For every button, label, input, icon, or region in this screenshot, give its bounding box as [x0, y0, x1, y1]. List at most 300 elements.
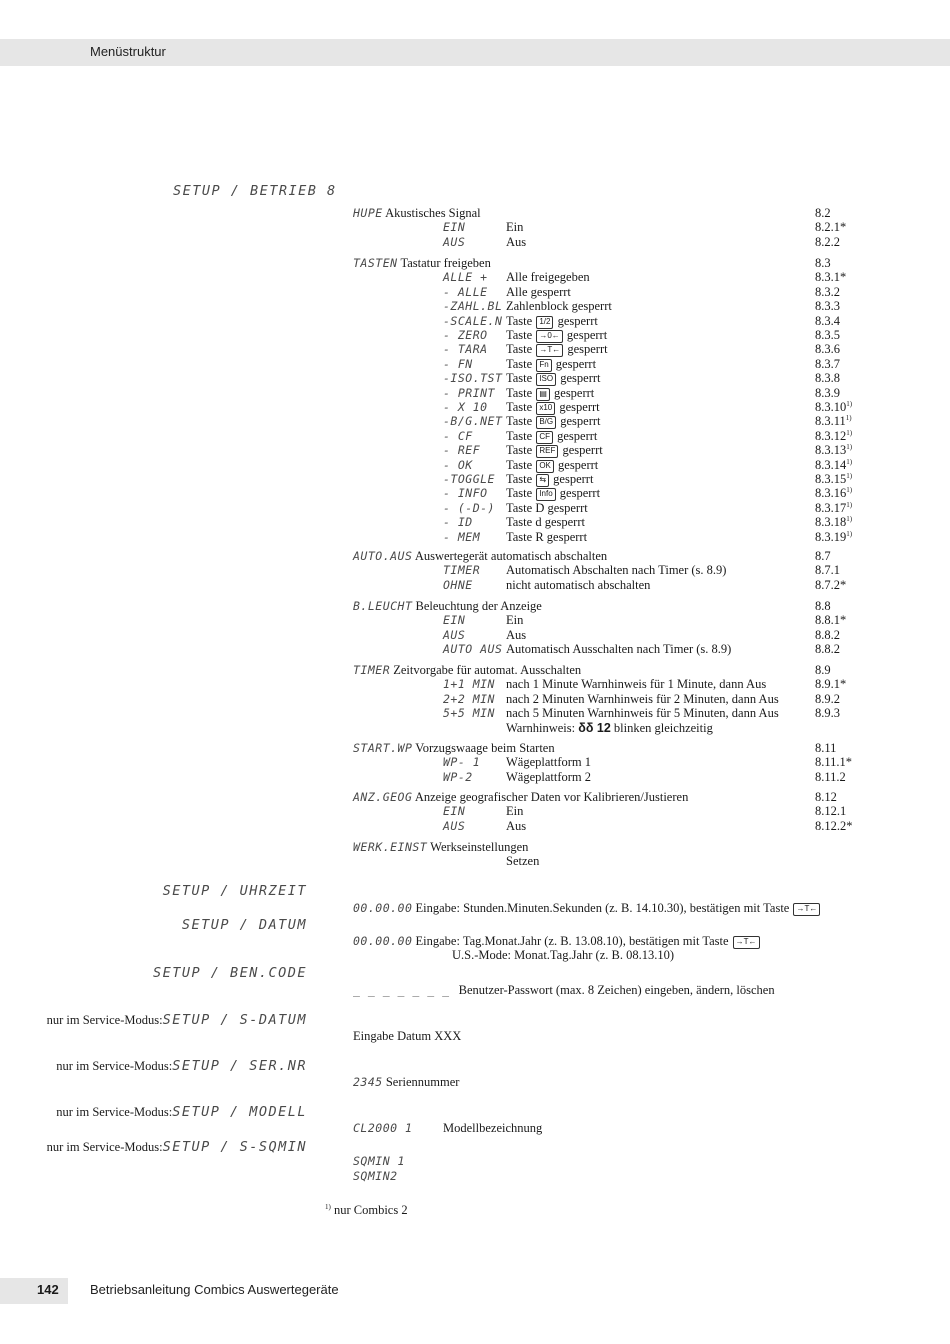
menu-item-code: - MEM [443, 530, 481, 544]
menu-group-row [0, 206, 950, 220]
bencode-code: _ _ _ _ _ _ _ [353, 983, 450, 997]
key-icon: OK [536, 460, 554, 473]
menu-item-row [0, 458, 950, 472]
menu-item-number [815, 472, 852, 486]
menu-item-desc [506, 458, 598, 473]
menu-item-number-value: 8.3.12 [815, 429, 847, 443]
service-mode-prefix: nur im Service-Modus: [46, 1013, 163, 1027]
menu-item-number-value: 8.12.2* [815, 819, 853, 833]
menu-group-row [0, 790, 950, 804]
setup-sernr-label [56, 1058, 307, 1074]
menu-group-head [353, 790, 688, 804]
menu-item-row [0, 270, 950, 284]
menu-item-number [815, 371, 840, 385]
menu-item-desc-post: gesperrt [555, 357, 597, 371]
menu-item-code: WP- 1 [443, 755, 481, 769]
menu-item-desc-post: gesperrt [562, 443, 603, 457]
menu-item-desc: Automatisch Abschalten nach Timer (s. 8.9) [506, 563, 727, 577]
menu-item-number [815, 501, 852, 515]
menu-item-desc [506, 400, 600, 415]
menu-item-row [0, 400, 950, 414]
page-number: 142 [37, 1282, 59, 1297]
menu-item-desc-pre: Taste [506, 386, 533, 400]
bencode-text: Benutzer-Passwort (max. 8 Zeichen) eingeben, ändern, löschen [458, 983, 775, 997]
menu-item-desc: Aus [506, 628, 527, 642]
menu-item-desc: Zahlenblock gesperrt [506, 299, 612, 313]
menu-item-desc-pre: Taste [506, 458, 533, 472]
menu-item-desc-post: gesperrt [558, 458, 599, 472]
menu-item-row [0, 613, 950, 627]
setup-datum-label: SETUP / DATUM [181, 917, 307, 933]
menu-item-row [0, 692, 950, 706]
key-icon: 1/2 [536, 316, 553, 329]
menu-item-number-value: 8.9.2 [815, 692, 840, 706]
menu-item-row [0, 357, 950, 371]
menu-item-number-value: 8.2.1* [815, 220, 847, 234]
sdatum-text: Eingabe Datum XXX [353, 1029, 462, 1043]
menu-item-row [0, 220, 950, 234]
setup-modell-label [56, 1104, 307, 1120]
menu-item-number [815, 443, 852, 457]
key-icon: ⇆ [536, 474, 549, 487]
menu-item-code: OHNE [443, 578, 473, 592]
menu-group-head [353, 206, 481, 220]
menu-item-number-value: 8.3.10 [815, 400, 847, 414]
menu-item-code: -TOGGLE [443, 472, 495, 486]
menu-item-number [815, 628, 840, 642]
menu-item-number-value: 8.3.15 [815, 472, 847, 486]
menu-item-code: 5+5 MIN [443, 706, 495, 720]
menu-item-desc: Alle gesperrt [506, 285, 571, 299]
menu-group-number: 8.3 [815, 256, 831, 270]
menu-item-code: - OK [443, 458, 473, 472]
menu-item-number-value: 8.3.7 [815, 357, 840, 371]
modell-menu: SETUP / MODELL [172, 1104, 307, 1120]
menu-group-code: ANZ.GEOG [353, 790, 413, 804]
menu-item-desc-pre: Taste [506, 486, 533, 500]
menu-item-row [0, 371, 950, 385]
menu-item-number [815, 328, 840, 342]
menu-item-desc: Wägeplattform 2 [506, 770, 592, 784]
menu-group-head [353, 663, 581, 677]
menu-item-code: EIN [443, 804, 466, 818]
menu-item-desc-post: gesperrt [557, 429, 598, 443]
menu-item-desc-post: gesperrt [559, 400, 600, 414]
menu-item-desc: Taste R gesperrt [506, 530, 588, 544]
menu-item-number [815, 515, 852, 529]
menu-item-desc-pre: Taste [506, 328, 533, 342]
menu-item-number-value: 8.3.6 [815, 342, 840, 356]
key-icon: REF [536, 445, 558, 458]
menu-group-label: Akustisches Signal [385, 206, 481, 220]
menu-item-code: -ZAHL.BL [443, 299, 503, 313]
sqmin-1-code: SQMIN 1 [353, 1154, 405, 1168]
menu-item-desc-post: gesperrt [560, 414, 601, 428]
key-icon: x10 [536, 402, 555, 415]
footnote-ref: 1) [846, 428, 853, 437]
menu-group-head [353, 840, 528, 854]
setup-bencode-entry [353, 983, 775, 997]
menu-item-desc-post: gesperrt [567, 342, 608, 356]
key-icon: Info [536, 488, 555, 501]
tare-key-icon: →T← [733, 936, 760, 949]
uhrzeit-text: Eingabe: Stunden.Minuten.Sekunden (z. B. 14.10.30), bestätigen mit Taste [415, 901, 790, 915]
menu-item-row [0, 235, 950, 249]
menu-item-code: -B/G.NET [443, 414, 503, 428]
menu-item-number [815, 314, 840, 328]
menu-item-desc [506, 443, 603, 458]
setup-sernr-entry [353, 1075, 459, 1089]
menu-item-code: - REF [443, 443, 481, 457]
menu-item-number [815, 458, 852, 472]
menu-group-number: 8.2 [815, 206, 831, 220]
menu-item-number-value: 8.7.2* [815, 578, 847, 592]
footnote-ref: 1) [846, 399, 853, 408]
menu-item-number [815, 692, 840, 706]
menu-item-code: - (-D-) [443, 501, 495, 515]
menu-item-number-value: 8.3.4 [815, 314, 840, 328]
menu-item-code: AUS [443, 235, 466, 249]
menu-group-row [0, 549, 950, 563]
menu-item-row [0, 854, 950, 868]
menu-item-desc [506, 486, 600, 501]
menu-item-number [815, 563, 840, 577]
menu-item-number-value: 8.3.2 [815, 285, 840, 299]
menu-item-desc-pre: Taste [506, 357, 533, 371]
menu-item-code: 1+1 MIN [443, 677, 495, 691]
key-icon: δδ 12 [578, 721, 611, 735]
footnote-ref: 1) [846, 514, 853, 523]
menu-item-desc: Alle freigegeben [506, 270, 590, 284]
menu-group-row [0, 599, 950, 613]
modell-code-value: CL2000 1 [353, 1121, 413, 1135]
menu-item-number-value: 8.8.2 [815, 628, 840, 642]
menu-title: SETUP / BETRIEB 8 [173, 183, 337, 199]
menu-item-number [815, 486, 852, 500]
footer-title: Betriebsanleitung Combics Auswertegeräte [90, 1282, 339, 1297]
menu-item-number [815, 706, 840, 720]
menu-item-desc [506, 429, 597, 444]
menu-item-number-value: 8.7.1 [815, 563, 840, 577]
service-mode-prefix: nur im Service-Modus: [46, 1140, 163, 1154]
menu-item-desc: Taste d gesperrt [506, 515, 585, 529]
menu-group-number: 8.7 [815, 549, 831, 563]
menu-group-code: AUTO.AUS [353, 549, 413, 563]
sqmin-2-code: SQMIN2 [353, 1169, 398, 1183]
menu-item-desc: nicht automatisch abschalten [506, 578, 651, 592]
menu-item-desc-pre: Taste [506, 400, 533, 414]
setup-ssqmin-label [47, 1139, 307, 1155]
menu-item-number-value: 8.3.8 [815, 371, 840, 385]
ssqmin-menu: SETUP / S-SQMIN [162, 1139, 307, 1155]
menu-item-desc-pre: Taste [506, 342, 533, 356]
menu-item-number-value: 8.3.1* [815, 270, 847, 284]
footnote-ref: 1) [846, 471, 853, 480]
menu-item-desc [506, 371, 601, 386]
menu-item-desc: Ein [506, 220, 524, 234]
menu-item-row [0, 628, 950, 642]
menu-item-number-value: 8.3.17 [815, 501, 847, 515]
menu-item-number [815, 386, 840, 400]
menu-item-number-value: 8.11.1* [815, 755, 853, 769]
menu-item-desc [506, 357, 596, 372]
service-mode-prefix: nur im Service-Modus: [56, 1105, 173, 1119]
menu-item-number [815, 755, 852, 769]
footnote-ref: 1) [846, 500, 853, 509]
page-header [0, 39, 950, 66]
menu-item-desc: Aus [506, 235, 527, 249]
setup-uhrzeit-entry [353, 901, 821, 915]
menu-item-desc-post: gesperrt [566, 328, 608, 342]
menu-item-number-value: 8.12.1 [815, 804, 847, 818]
menu-item-row [0, 530, 950, 544]
menu-item-code: AUTO AUS [443, 642, 503, 656]
menu-item-desc [506, 721, 713, 735]
menu-item-desc [506, 472, 593, 487]
menu-item-desc [506, 314, 598, 329]
menu-item-desc: Taste D gesperrt [506, 501, 588, 515]
menu-item-desc-pre: Taste [506, 443, 533, 457]
header-title: Menüstruktur [90, 44, 166, 59]
key-icon: B/G [536, 416, 556, 429]
key-icon: ▤ [536, 388, 550, 401]
menu-item-number-value: 8.3.16 [815, 486, 847, 500]
menu-item-number-value: 8.3.5 [815, 328, 840, 342]
menu-item-desc-post: gesperrt [559, 486, 601, 500]
footnote-ref: 1) [845, 413, 852, 422]
menu-item-desc [506, 342, 608, 357]
menu-item-row [0, 563, 950, 577]
key-icon: Fn [536, 359, 551, 372]
footnote-ref: 1) [846, 485, 853, 494]
sernr-text: Seriennummer [385, 1075, 460, 1089]
sernr-menu: SETUP / SER.NR [172, 1058, 307, 1074]
menu-item-number [815, 770, 846, 784]
menu-item-desc: Setzen [506, 854, 540, 868]
menu-group-label: Zeitvorgabe für automat. Ausschalten [393, 663, 582, 677]
menu-item-row [0, 414, 950, 428]
datum-text: Eingabe: Tag.Monat.Jahr (z. B. 13.08.10), bestätigen mit Taste [415, 934, 729, 948]
setup-uhrzeit-label: SETUP / UHRZEIT [162, 883, 307, 899]
menu-item-desc [506, 414, 601, 429]
setup-datum-entry [353, 934, 761, 948]
menu-item-code: - CF [443, 429, 473, 443]
menu-item-row [0, 472, 950, 486]
menu-group-code: WERK.EINST [353, 840, 428, 854]
footnote-text: nur Combics 2 [333, 1203, 408, 1217]
footnote-ref: 1) [846, 442, 853, 451]
uhrzeit-code: 00.00.00 [353, 901, 413, 915]
setup-sdatum-label [47, 1012, 307, 1028]
menu-item-code: - ID [443, 515, 473, 529]
menu-group-number: 8.12 [815, 790, 837, 804]
menu-item-row [0, 770, 950, 784]
menu-group-number: 8.11 [815, 741, 837, 755]
menu-item-number-value: 8.3.14 [815, 458, 847, 472]
menu-group-label: Anzeige geografischer Daten vor Kalibrieren/Justieren [414, 790, 689, 804]
modell-text: Modellbezeichnung [443, 1121, 543, 1135]
menu-group-label: Werkseinstellungen [430, 840, 529, 854]
menu-item-row [0, 721, 950, 735]
menu-item-row [0, 578, 950, 592]
menu-item-code: AUS [443, 819, 466, 833]
menu-item-desc-pre: Taste [506, 472, 533, 486]
menu-item-row [0, 501, 950, 515]
menu-group-code: TIMER [353, 663, 391, 677]
menu-item-desc: Wägeplattform 1 [506, 755, 592, 769]
menu-item-row [0, 819, 950, 833]
menu-group-number: 8.8 [815, 599, 831, 613]
menu-item-number-value: 8.8.2 [815, 642, 840, 656]
menu-item-desc: Ein [506, 804, 524, 818]
menu-item-number-value: 8.3.3 [815, 299, 840, 313]
menu-group-row [0, 663, 950, 677]
menu-item-code: - TARA [443, 342, 488, 356]
menu-item-desc: nach 5 Minuten Warnhinweis für 5 Minuten, dann Aus [506, 706, 779, 720]
menu-item-desc: Automatisch Ausschalten nach Timer (s. 8.9) [506, 642, 732, 656]
menu-group-code: HUPE [353, 206, 383, 220]
menu-item-code: WP-2 [443, 770, 473, 784]
menu-item-number-value: 8.3.9 [815, 386, 840, 400]
menu-item-desc [506, 328, 607, 343]
menu-group-code: TASTEN [353, 256, 398, 270]
menu-item-code: - X 10 [443, 400, 488, 414]
menu-item-desc: nach 1 Minute Warnhinweis für 1 Minute, dann Aus [506, 677, 767, 691]
menu-item-number [815, 299, 840, 313]
menu-item-row [0, 443, 950, 457]
footnote-ref: 1) [846, 457, 853, 466]
menu-item-number [815, 342, 840, 356]
footnote-ref: 1) [846, 529, 853, 538]
menu-item-number-value: 8.8.1* [815, 613, 847, 627]
setup-bencode-label: SETUP / BEN.CODE [152, 965, 307, 981]
menu-item-desc-pre: Taste [506, 371, 533, 385]
menu-item-row [0, 706, 950, 720]
menu-item-desc [506, 386, 594, 401]
menu-item-number [815, 613, 846, 627]
menu-item-number-value: 8.2.2 [815, 235, 840, 249]
menu-item-code: 2+2 MIN [443, 692, 495, 706]
datum-us-mode: U.S.-Mode: Monat.Tag.Jahr (z. B. 08.13.10) [452, 948, 675, 962]
menu-item-row [0, 299, 950, 313]
menu-item-number [815, 642, 840, 656]
menu-group-label: Tastatur freigeben [400, 256, 491, 270]
menu-item-number [815, 530, 852, 544]
menu-item-number [815, 220, 846, 234]
menu-item-number-value: 8.3.19 [815, 530, 847, 544]
menu-item-code: - ALLE [443, 285, 488, 299]
menu-item-code: -SCALE.N [443, 314, 503, 328]
menu-item-row [0, 314, 950, 328]
menu-item-code: - INFO [443, 486, 488, 500]
menu-item-number [815, 357, 840, 371]
menu-group-label: Beleuchtung der Anzeige [415, 599, 542, 613]
service-mode-prefix: nur im Service-Modus: [56, 1059, 173, 1073]
menu-item-row [0, 285, 950, 299]
menu-item-code: AUS [443, 628, 466, 642]
menu-item-code: ALLE + [443, 270, 488, 284]
menu-item-code: EIN [443, 220, 466, 234]
menu-item-code: - ZERO [443, 328, 488, 342]
footnote [325, 1203, 408, 1217]
menu-item-desc-post: gesperrt [560, 371, 601, 385]
menu-item-row [0, 429, 950, 443]
key-icon: ISO [536, 373, 556, 386]
menu-item-desc-post: gesperrt [553, 472, 594, 486]
menu-group-code: B.LEUCHT [353, 599, 413, 613]
menu-group-head [353, 599, 542, 613]
menu-item-desc-post: gesperrt [557, 314, 598, 328]
menu-item-row [0, 386, 950, 400]
menu-group-head [353, 741, 555, 755]
menu-item-desc-pre: Taste [506, 414, 533, 428]
menu-item-number [815, 429, 852, 443]
menu-group-code: START.WP [353, 741, 413, 755]
menu-item-code: TIMER [443, 563, 481, 577]
menu-item-desc-pre: Warnhinweis: [506, 721, 576, 735]
menu-item-code: - PRINT [443, 386, 495, 400]
sernr-code: 2345 [353, 1075, 383, 1089]
footnote-mark: 1) [325, 1202, 331, 1211]
menu-item-desc: nach 2 Minuten Warnhinweis für 2 Minuten, dann Aus [506, 692, 779, 706]
menu-group-row [0, 840, 950, 854]
menu-group-number: 8.9 [815, 663, 831, 677]
menu-item-number [815, 400, 852, 414]
menu-item-number [815, 285, 840, 299]
datum-code: 00.00.00 [353, 934, 413, 948]
menu-item-number-value: 8.3.13 [815, 443, 847, 457]
key-icon: CF [536, 431, 553, 444]
menu-item-number-value: 8.3.11 [815, 414, 846, 428]
menu-item-row [0, 804, 950, 818]
menu-item-row [0, 486, 950, 500]
menu-item-row [0, 755, 950, 769]
menu-item-row [0, 642, 950, 656]
menu-item-number [815, 804, 846, 818]
menu-item-row [0, 677, 950, 691]
menu-item-desc-post: gesperrt [554, 386, 595, 400]
menu-item-number [815, 270, 846, 284]
menu-item-number [815, 235, 840, 249]
menu-item-desc-pre: Taste [506, 429, 533, 443]
menu-group-label: Auswertegerät automatisch abschalten [414, 549, 608, 563]
menu-item-desc: Ein [506, 613, 524, 627]
menu-item-code: EIN [443, 613, 466, 627]
menu-group-head [353, 549, 607, 563]
tare-key-icon: →T← [793, 903, 820, 916]
menu-item-row [0, 328, 950, 342]
menu-item-row [0, 515, 950, 529]
menu-item-number [815, 819, 853, 833]
menu-group-head [353, 256, 491, 270]
menu-item-number [815, 578, 846, 592]
menu-group-row [0, 741, 950, 755]
menu-item-number-value: 8.11.2 [815, 770, 846, 784]
menu-item-number-value: 8.9.1* [815, 677, 847, 691]
key-icon: →T← [536, 344, 563, 357]
page-number-box [0, 1278, 68, 1304]
menu-item-desc: Aus [506, 819, 527, 833]
key-icon: →0← [536, 330, 562, 343]
menu-group-row [0, 256, 950, 270]
menu-item-number-value: 8.9.3 [815, 706, 840, 720]
menu-group-label: Vorzugswaage beim Starten [415, 741, 555, 755]
sdatum-menu: SETUP / S-DATUM [162, 1012, 307, 1028]
menu-item-code: -ISO.TST [443, 371, 503, 385]
menu-item-desc-post: blinken gleichzeitig [613, 721, 713, 735]
menu-item-desc-pre: Taste [506, 314, 533, 328]
menu-item-code: - FN [443, 357, 473, 371]
